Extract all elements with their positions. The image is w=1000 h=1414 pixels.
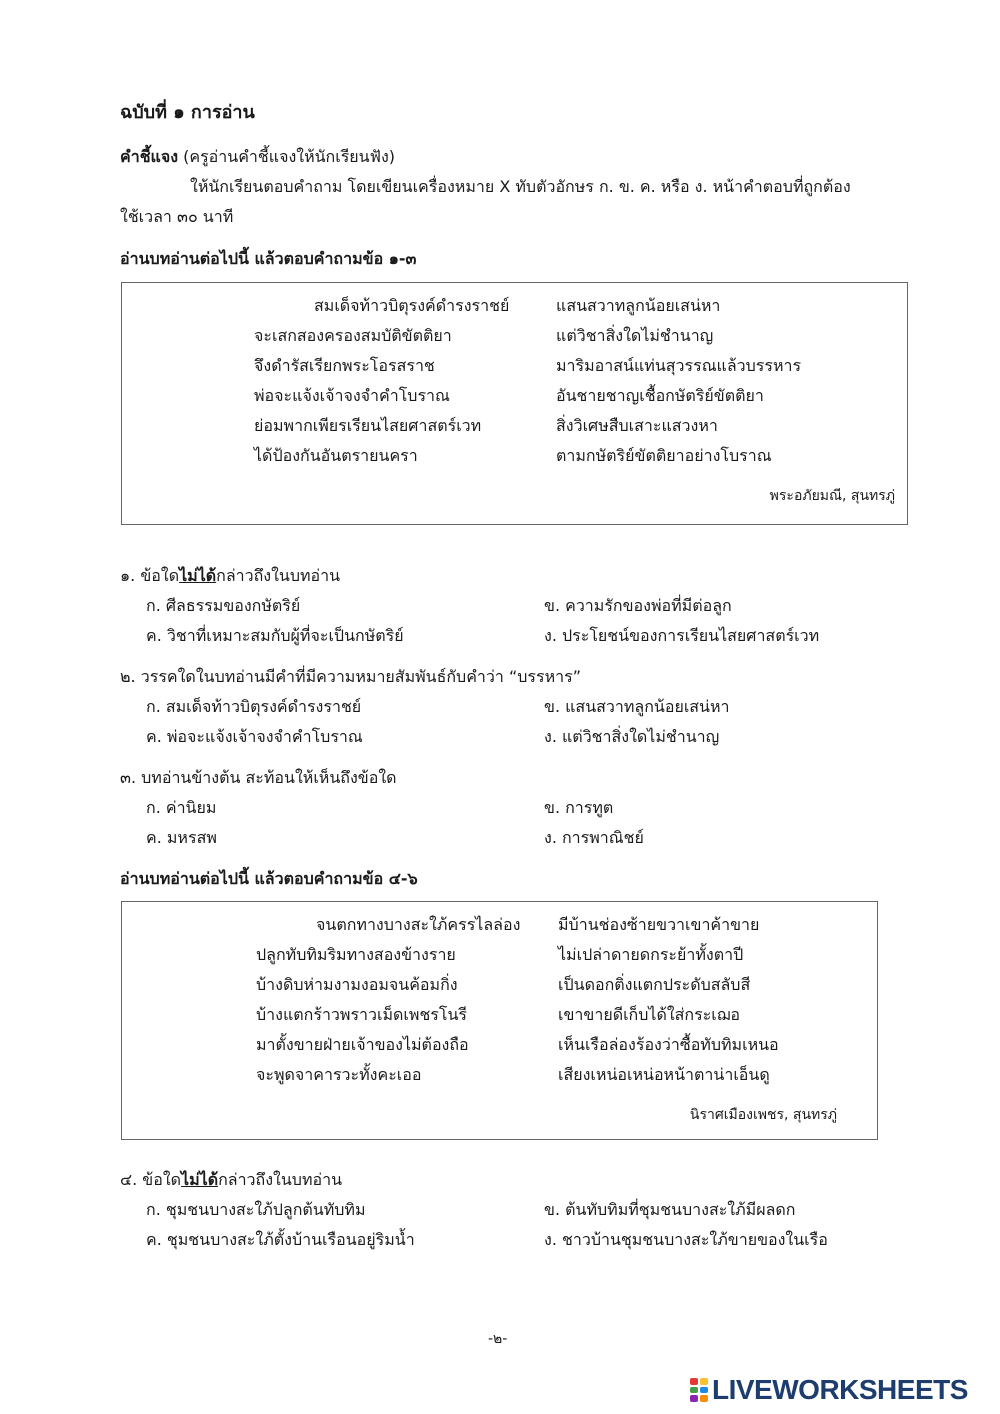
logo-square-3 [690,1387,698,1394]
question-2-text: วรรคใดในบทอ่านมีคำที่มีความหมายสัมพันธ์กับคำว่า “บรรหาร” [140,667,581,686]
question-4-text-pre: ข้อใด [142,1170,182,1189]
logo-square-5 [690,1395,698,1402]
poem-1-line-2-left: จะเสกสองครองสมบัติขัตติยา [254,326,452,345]
poem-1-line-4-right: อันชายชาญเชื้อกษัตริย์ขัตติยา [556,386,764,405]
question-1-option-a[interactable]: ก. ศีลธรรมของกษัตริย์ [146,596,301,615]
instructions-line-1: ให้นักเรียนตอบคำถาม โดยเขียนเครื่องหมาย X ทับตัวอักษร ก. ข. ค. หรือ ง. หน้าคำตอบที่ถูกต้อง [190,177,851,196]
question-4-option-b[interactable]: ข. ต้นทับทิมที่ชุมชนบางสะใภ้มีผลดก [544,1200,796,1219]
poem-1-line-5-left: ย่อมพากเพียรเรียนไสยศาสตร์เวท [254,416,482,435]
question-1 [120,565,340,587]
instructions-label: คำชี้แจง [120,147,179,166]
question-1-text-pre: ข้อใด [140,566,180,585]
section-1-heading: อ่านบทอ่านต่อไปนี้ แล้วตอบคำถามข้อ ๑-๓ [120,249,417,268]
question-2-option-a[interactable]: ก. สมเด็จท้าวบิตุรงค์ดำรงราชย์ [146,697,362,716]
question-1-text-post: กล่าวถึงในบทอ่าน [216,566,341,585]
poem-2-line-5-right: เห็นเรือล่องร้องว่าซื้อทับทิมเหนอ [558,1035,779,1054]
question-4-text-post: กล่าวถึงในบทอ่าน [218,1170,343,1189]
question-4-option-a[interactable]: ก. ชุมชนบางสะใภ้ปลูกต้นทับทิม [146,1200,366,1219]
poem-box-2 [121,901,878,1140]
question-4-number: ๔. [120,1170,138,1189]
question-1-option-c[interactable]: ค. วิชาที่เหมาะสมกับผู้ที่จะเป็นกษัตริย์ [146,626,404,645]
poem-1-line-6-right: ตามกษัตริย์ขัตติยาอย่างโบราณ [556,446,772,465]
liveworksheets-logo[interactable] [690,1376,968,1404]
liveworksheets-logo-icon [690,1378,708,1402]
question-2-number: ๒. [120,667,136,686]
logo-square-2 [700,1378,708,1385]
instructions-header [120,146,395,168]
question-4-emphasis: ไม่ได้ [181,1170,219,1189]
question-3-option-b[interactable]: ข. การทูต [544,798,614,817]
liveworksheets-logo-text: LIVEWORKSHEETS [712,1374,968,1405]
question-3-text: บทอ่านข้างต้น สะท้อนให้เห็นถึงข้อใด [141,768,397,787]
poem-2-line-3-left: บ้างดิบห่ามงามงอมจนค้อมกิ่ง [256,975,458,994]
poem-1-line-6-left: ได้ป้องกันอันตรายนครา [254,446,418,465]
poem-1-line-4-left: พ่อจะแจ้งเจ้าจงจำคำโบราณ [254,386,450,405]
page-title: ฉบับที่ ๑ การอ่าน [120,102,255,123]
question-1-number: ๑. [120,566,136,585]
poem-2-line-1-left: จนตกทางบางสะใภ้ครรไลล่อง [316,915,521,934]
question-2 [120,666,581,688]
poem-2-line-4-left: บ้างแตกร้าวพราวเม็ดเพชรโนรี [256,1005,468,1024]
poem-1-line-1-left: สมเด็จท้าวบิตุรงค์ดำรงราชย์ [314,296,510,315]
question-3-option-a[interactable]: ก. ค่านิยม [146,798,217,817]
poem-2-line-2-left: ปลูกทับทิมริมทางสองข้างราย [256,945,456,964]
question-1-emphasis: ไม่ได้ [179,566,217,585]
poem-1-line-3-right: มาริมอาสน์แท่นสุวรรณแล้วบรรหาร [556,356,802,375]
poem-box-1 [121,282,908,525]
poem-1-line-3-left: จึงดำรัสเรียกพระโอรสราช [254,356,435,375]
page-number: -๒- [488,1331,508,1347]
question-4 [120,1169,342,1191]
question-1-option-b[interactable]: ข. ความรักของพ่อที่มีต่อลูก [544,596,732,615]
question-3-option-d[interactable]: ง. การพาณิชย์ [544,828,644,847]
question-2-option-c[interactable]: ค. พ่อจะแจ้งเจ้าจงจำคำโบราณ [146,727,363,746]
poem-1-line-1-right: แสนสวาทลูกน้อยเสน่หา [556,296,721,315]
logo-square-6 [700,1395,708,1402]
question-4-option-c[interactable]: ค. ชุมชนบางสะใภ้ตั้งบ้านเรือนอยู่ริมน้ำ [146,1230,415,1249]
poem-2-line-2-right: ไม่เปล่าดายดกระย้าทั้งตาปี [558,945,744,964]
poem-2-line-4-right: เขาขายดีเก็บได้ใส่กระเฌอ [558,1005,741,1024]
poem-2-source: นิราศเมืองเพชร, สุนทรภู่ [689,1107,837,1123]
question-3 [120,767,397,789]
poem-1-line-5-right: สิ่งวิเศษสืบเสาะแสวงหา [556,416,718,435]
logo-square-4 [700,1387,708,1394]
poem-2-line-3-right: เป็นดอกติ่งแตกประดับสลับสี [558,975,751,994]
question-2-option-d[interactable]: ง. แต่วิชาสิ่งใดไม่ชำนาญ [544,727,720,746]
poem-1-source: พระอภัยมณี, สุนทรภู่ [769,488,895,504]
question-3-option-c[interactable]: ค. มหรสพ [146,828,217,847]
question-1-option-d[interactable]: ง. ประโยชน์ของการเรียนไสยศาสตร์เวท [544,626,820,645]
poem-2-line-6-left: จะพูดจาคารวะทั้งคะเออ [256,1065,422,1084]
instructions-note: (ครูอ่านคำชี้แจงให้นักเรียนฟัง) [183,147,395,166]
poem-2-line-1-right: มีบ้านช่องซ้ายขวาเขาค้าขาย [558,915,760,934]
question-4-option-d[interactable]: ง. ชาวบ้านชุมชนบางสะใภ้ขายของในเรือ [544,1230,828,1249]
question-3-number: ๓. [120,768,137,787]
poem-2-line-5-left: มาตั้งขายฝ่ายเจ้าของไม่ต้องถือ [256,1035,469,1054]
logo-square-1 [690,1378,698,1385]
question-2-option-b[interactable]: ข. แสนสวาทลูกน้อยเสน่หา [544,697,730,716]
section-2-heading: อ่านบทอ่านต่อไปนี้ แล้วตอบคำถามข้อ ๔-๖ [120,869,418,888]
instructions-line-2: ใช้เวลา ๓๐ นาที [120,207,234,226]
poem-2-line-6-right: เสียงเหน่อเหน่อหน้าตาน่าเอ็นดู [558,1065,770,1084]
poem-1-line-2-right: แต่วิชาสิ่งใดไม่ชำนาญ [556,326,714,345]
